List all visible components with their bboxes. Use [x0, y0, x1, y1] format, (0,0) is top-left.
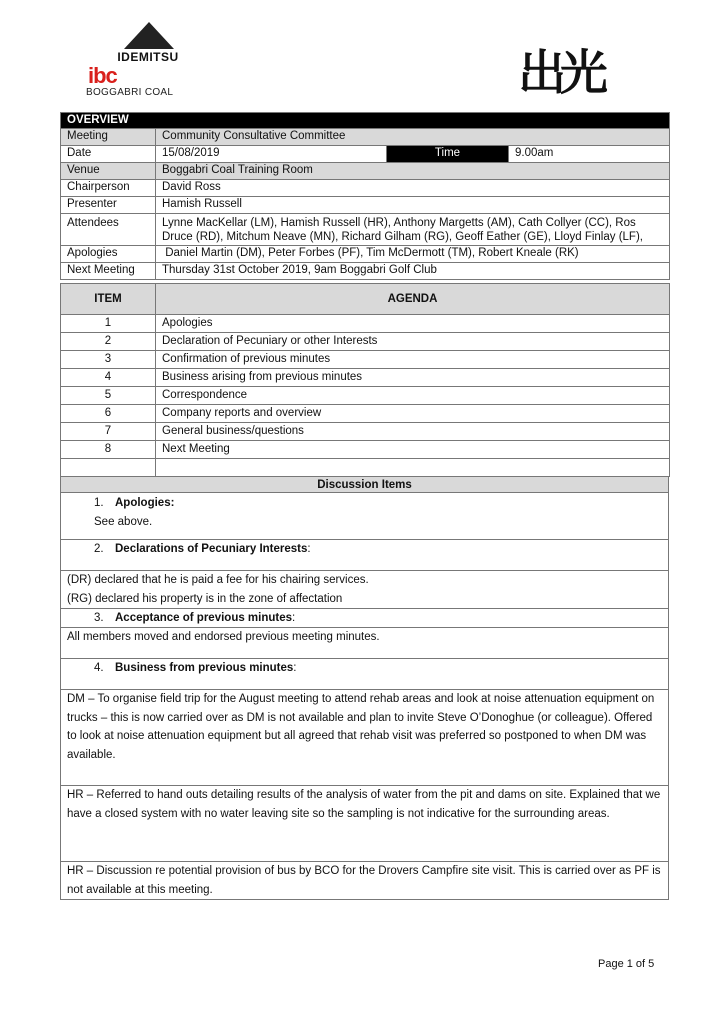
item-text: Company reports and overview: [156, 405, 670, 423]
overview-row-attendees: [61, 214, 670, 246]
table-row: [61, 387, 670, 405]
section-business-heading: [61, 658, 668, 689]
table-row: [61, 333, 670, 351]
row-value: Community Consultative Committee: [156, 129, 670, 146]
section-number: 2.: [94, 543, 104, 555]
row-label: Next Meeting: [61, 263, 156, 280]
idemitsu-boggabri-logo: [86, 22, 210, 98]
item-number: 5: [61, 387, 156, 405]
row-value: 15/08/2019: [156, 146, 387, 163]
row-value: David Ross: [156, 180, 670, 197]
empty-cell: [156, 459, 670, 477]
discussion-section: [60, 476, 669, 900]
row-label: Attendees: [61, 214, 156, 246]
agenda-table: [60, 283, 670, 477]
overview-title: OVERVIEW: [61, 113, 670, 129]
item-number: 6: [61, 405, 156, 423]
table-row: [61, 315, 670, 333]
item-number: 1: [61, 315, 156, 333]
item-number: 3: [61, 351, 156, 369]
section-heading: Acceptance of previous minutes: [115, 612, 293, 624]
paragraph-field-trip: DM – To organise field trip for the August meeting to attend rehab areas and look at noise attenuation equipment on trucks – this is now carried over as DM is not available and plan to invite Steve O’Donoghue (or colleague). Offered to look at noise attenuation equipment but all agreed that rehab visit was preferred so postponed to when DM was available.: [61, 689, 668, 785]
table-row: [61, 369, 670, 387]
paragraph: All members moved and endorsed previous meeting minutes.: [67, 631, 380, 643]
agenda-col-item: ITEM: [61, 284, 156, 315]
overview-row-next-meeting: [61, 263, 670, 280]
table-row: [61, 441, 670, 459]
empty-cell: [61, 459, 156, 477]
item-text: Next Meeting: [156, 441, 670, 459]
paragraph: (DR) declared that he is paid a fee for his chairing services.: [67, 574, 369, 586]
heading-colon: :: [293, 662, 297, 674]
row-label: Presenter: [61, 197, 156, 214]
table-row: [61, 405, 670, 423]
heading-colon: :: [307, 543, 311, 555]
section-heading: Declarations of Pecuniary Interests: [115, 543, 308, 555]
agenda-col-agenda: AGENDA: [156, 284, 670, 315]
item-text: General business/questions: [156, 423, 670, 441]
overview-row-presenter: [61, 197, 670, 214]
section-acceptance-heading: [61, 608, 668, 627]
logo-mark: ibc: [88, 63, 117, 88]
overview-row-date: [61, 146, 670, 163]
overview-row-venue: [61, 163, 670, 180]
item-number: 4: [61, 369, 156, 387]
overview-row-chairperson: [61, 180, 670, 197]
idemitsu-kanji-logo: 出光: [518, 45, 603, 101]
row-label: Venue: [61, 163, 156, 180]
item-number: 2: [61, 333, 156, 351]
section-heading: Apologies:: [115, 497, 175, 509]
section-number: 4.: [94, 662, 104, 674]
heading-colon: :: [292, 612, 296, 624]
row-value: Hamish Russell: [156, 197, 670, 214]
row-label: Apologies: [61, 246, 156, 263]
logo-subtitle: BOGGABRI COAL: [86, 87, 174, 98]
overview-row-meeting: [61, 129, 670, 146]
row-value: Boggabri Coal Training Room: [156, 163, 670, 180]
paragraph: (RG) declared his property is in the zone of affectation: [67, 593, 343, 605]
discussion-title: Discussion Items: [61, 477, 668, 493]
logo-brand: IDEMITSU: [117, 50, 179, 64]
section-number: 3.: [94, 612, 104, 624]
overview-row-apologies: [61, 246, 670, 263]
overview-table: [60, 112, 670, 280]
row-value: Daniel Martin (DM), Peter Forbes (PF), Tim McDermott (TM), Robert Kneale (RK): [156, 246, 670, 263]
section-apologies: [61, 493, 668, 539]
item-text: Confirmation of previous minutes: [156, 351, 670, 369]
page-number: Page 1 of 5: [598, 958, 655, 970]
row-value: Lynne MacKellar (LM), Hamish Russell (HR), Anthony Margetts (AM), Cath Collyer (CC), Ros Druce (RD), Mitchum Neave (MN), Richard Gilham (RG), Geoff Eather (GE), Lloyd Finlay (LF),: [156, 214, 670, 246]
section-pecuniary-body: [61, 570, 668, 608]
table-row: [61, 351, 670, 369]
section-number: 1.: [94, 497, 104, 509]
section-acceptance-body: [61, 627, 668, 658]
row-value: Thursday 31st October 2019, 9am Boggabri Golf Club: [156, 263, 670, 280]
logo-triangle-icon: [124, 22, 174, 49]
section-heading: Business from previous minutes: [115, 662, 294, 674]
table-row-empty: [61, 459, 670, 477]
section-body: See above.: [94, 516, 153, 528]
item-text: Correspondence: [156, 387, 670, 405]
item-text: Business arising from previous minutes: [156, 369, 670, 387]
section-pecuniary-heading: [61, 539, 668, 570]
time-label: Time: [387, 146, 509, 163]
row-label: Date: [61, 146, 156, 163]
item-text: Apologies: [156, 315, 670, 333]
item-text: Declaration of Pecuniary or other Interests: [156, 333, 670, 351]
item-number: 8: [61, 441, 156, 459]
row-label: Meeting: [61, 129, 156, 146]
table-row: [61, 423, 670, 441]
item-number: 7: [61, 423, 156, 441]
paragraph-bus-provision: HR – Discussion re potential provision of bus by BCO for the Drovers Campfire site visit. This is carried over as PF is not available at this meeting.: [61, 861, 668, 899]
row-label: Chairperson: [61, 180, 156, 197]
paragraph-water-analysis: HR – Referred to hand outs detailing results of the analysis of water from the pit and dams on site. Explained that we have a closed system with no water leaving site so the sampling is not indicative for the surrounding areas.: [61, 785, 668, 861]
time-value: 9.00am: [509, 146, 670, 163]
